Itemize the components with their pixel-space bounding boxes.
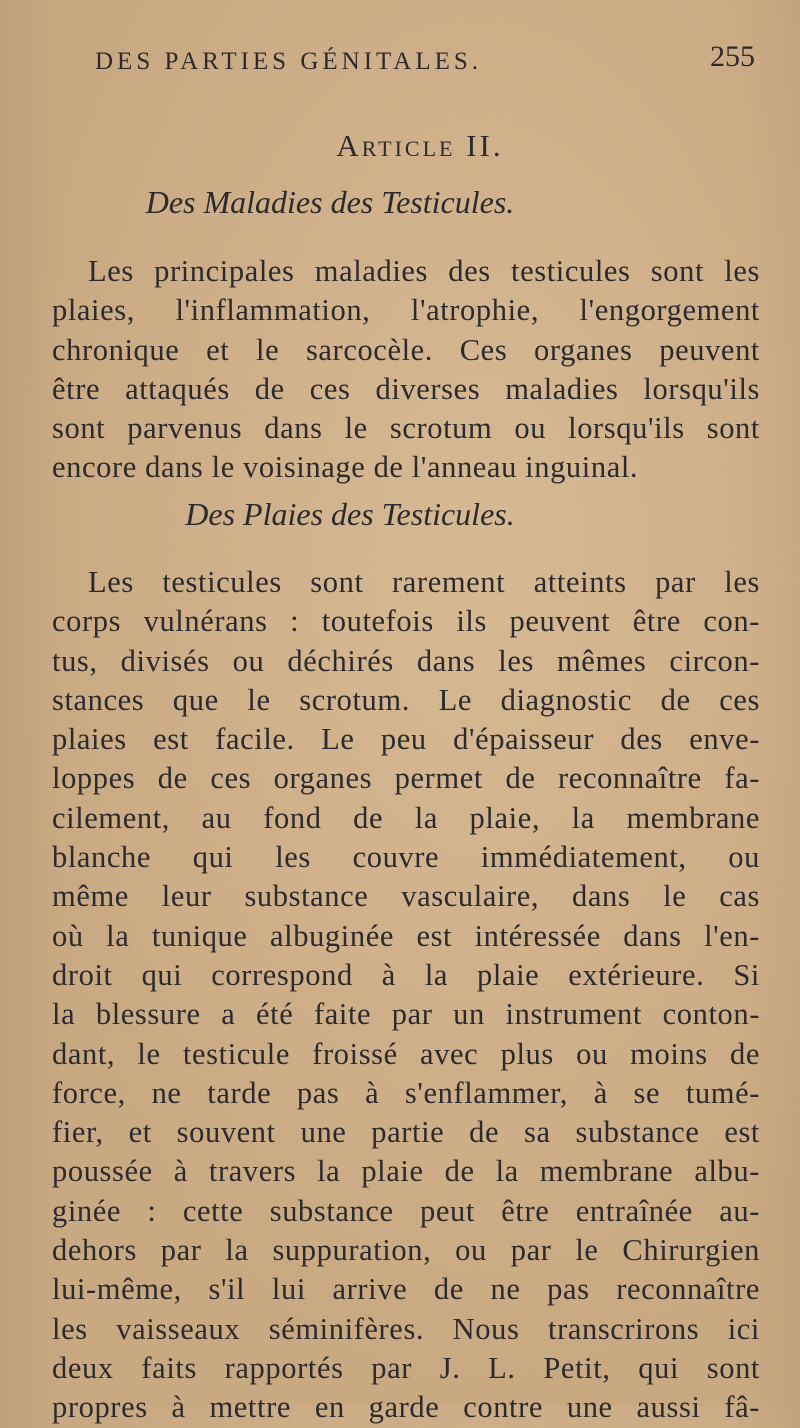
text-line: même leur substance vasculaire, dans le cas (52, 879, 760, 914)
paragraph-plaies (52, 563, 760, 1428)
running-title: DES PARTIES GÉNITALES. (95, 48, 483, 75)
text-line: blanche qui les couvre immédiatement, ou (52, 840, 760, 875)
text-line: dehors par la suppuration, ou par le Chirurgien (52, 1233, 760, 1268)
text-line: stances que le scrotum. Le diagnostic de ces (52, 682, 760, 717)
section-title-plaies: Des Plaies des Testicules. (185, 496, 515, 532)
text-line: Les testicules sont rarement atteints par les (88, 565, 760, 599)
text-line: la blessure a été faite par un instrument conton- (52, 997, 760, 1032)
section-title-maladies: Des Maladies des Testicules. (145, 184, 515, 220)
text-line: où la tunique albuginée est intéressée dans l'en- (52, 918, 760, 953)
text-line: plaies est facile. Le peu d'épaisseur des enve- (52, 722, 760, 757)
text-line: propres à mettre en garde contre une aussi fâ- (52, 1390, 760, 1425)
text-line: lui-même, s'il lui arrive de ne pas reconnaître (52, 1272, 760, 1307)
article-title: Article II. (336, 128, 504, 163)
text-line: droit qui correspond à la plaie extérieure. Si (52, 957, 760, 992)
text-line: Les principales maladies des testicules sont les (88, 254, 760, 288)
text-line: sont parvenus dans le scrotum ou lorsqu'ils sont (52, 411, 760, 446)
text-line: deux faits rapportés par J. L. Petit, qui sont (52, 1350, 760, 1385)
text-line: force, ne tarde pas à s'enflammer, à se tumé- (52, 1075, 760, 1110)
page-number: 255 (710, 40, 755, 73)
text-line: encore dans le voisinage de l'anneau inguinal. (52, 450, 639, 485)
text-line: ginée : cette substance peut être entraînée au- (52, 1193, 760, 1228)
running-head (95, 40, 755, 88)
text-line: chronique et le sarcocèle. Ces organes peuvent (52, 332, 760, 367)
text-line: plaies, l'inflammation, l'atrophie, l'engorgement (52, 293, 760, 328)
text-line: loppes de ces organes permet de reconnaître fa- (52, 761, 760, 796)
text-line: tus, divisés ou déchirés dans les mêmes circon- (52, 643, 760, 678)
paragraph-maladies (52, 252, 760, 488)
text-line: poussée à travers la plaie de la membrane albu- (52, 1154, 760, 1189)
text-line: fier, et souvent une partie de sa substance est (52, 1115, 760, 1150)
text-line: être attaqués de ces diverses maladies lorsqu'ils (52, 371, 760, 406)
text-line: cilement, au fond de la plaie, la membrane (52, 800, 760, 835)
text-line: les vaisseaux séminifères. Nous transcrirons ici (52, 1311, 760, 1346)
text-line: corps vulnérans : toutefois ils peuvent être con- (52, 604, 760, 639)
text-line: dant, le testicule froissé avec plus ou moins de (52, 1036, 760, 1071)
